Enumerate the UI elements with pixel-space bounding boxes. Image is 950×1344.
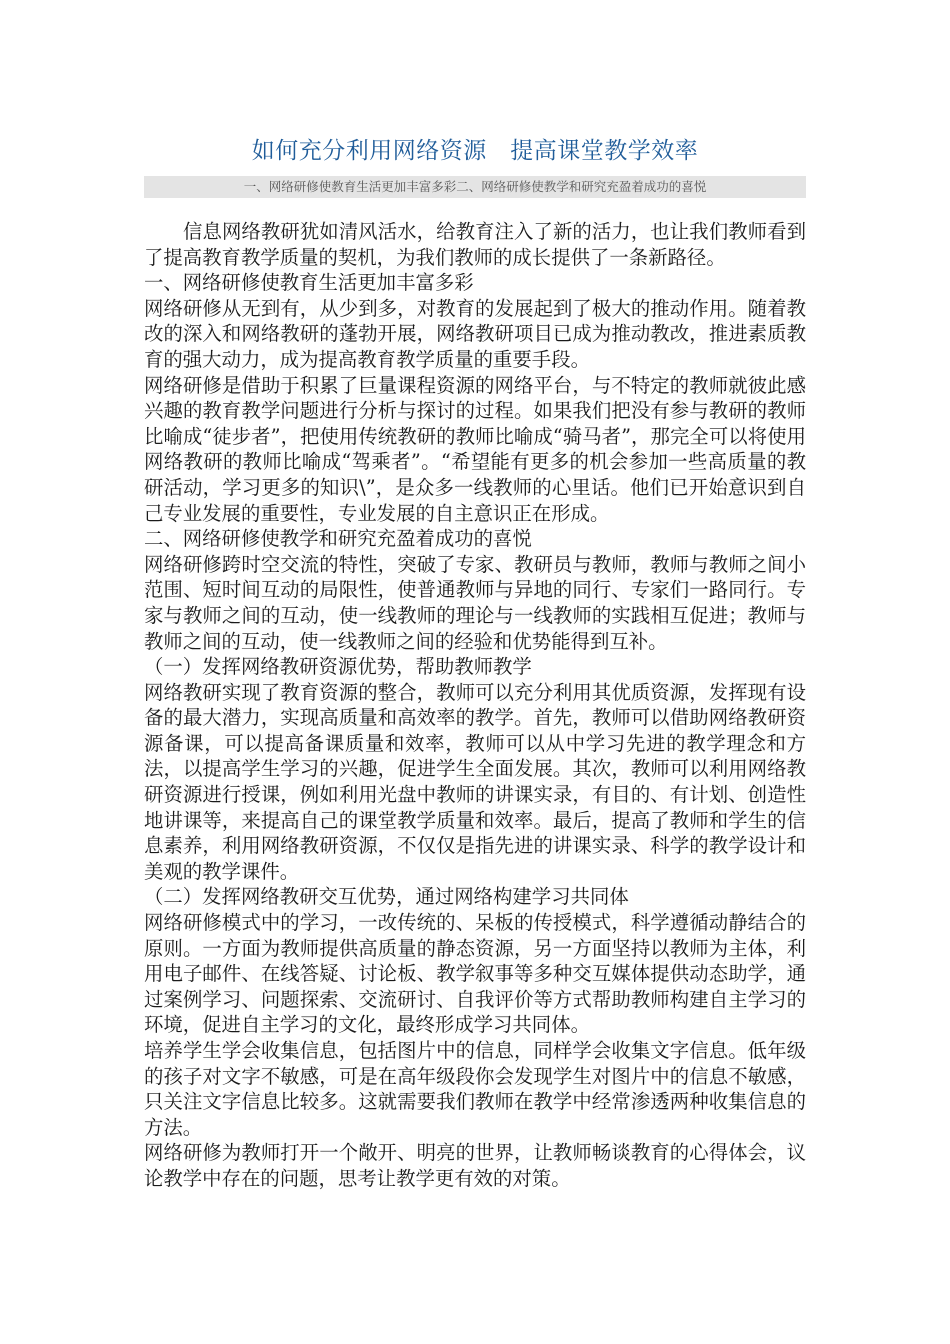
paragraph: 网络研修模式中的学习，一改传统的、呆板的传授模式，科学遵循动静结合的原则。一方面为教师提供高质量的静态资源，另一方面坚持以教师为主体，利用电子邮件、在线答疑、讨论板、教学叙事等多种交互媒体提供动态助学，通过案例学习、问题探索、交流研讨、自我评价等方式帮助教师构建自主学习的环境，促进自主学习的文化，最终形成学习共同体。 bbox=[144, 911, 806, 1037]
paragraph: 网络研修从无到有，从少到多，对教育的发展起到了极大的推动作用。随着教改的深入和网络教研的蓬勃开展，网络教研项目已成为推动教改，推进素质教育的强大动力，成为提高教育教学质量的重要手段。 bbox=[144, 296, 806, 371]
section-heading-1: 一、网络研修使教育生活更加丰富多彩 bbox=[144, 271, 474, 295]
document-body bbox=[144, 219, 806, 1192]
paragraph-intro: 信息网络教研犹如清风活水，给教育注入了新的活力，也让我们教师看到了提高教育教学质量的契机，为我们教师的成长提供了一条新路径。 bbox=[144, 220, 806, 269]
paragraph: 网络研修跨时空交流的特性，突破了专家、教研员与教师，教师与教师之间小范围、短时间互动的局限性，使普通教师与异地的同行、专家们一路同行。专家与教师之间的互动，使一线教师的理论与一线教师的实践相互促进；教师与教师之间的互动，使一线教师之间的经验和优势能得到互补。 bbox=[144, 552, 806, 653]
document-title: 如何充分利用网络资源 提高课堂教学效率 bbox=[251, 138, 699, 164]
subsection-heading-1: （一）发挥网络教研资源优势，帮助教师教学 bbox=[144, 655, 532, 679]
paragraph: 网络教研实现了教育资源的整合，教师可以充分利用其优质资源，发挥现有设备的最大潜力，实现高质量和高效率的教学。首先，教师可以借助网络教研资源备课，可以提高备课质量和效率，教师可以从中学习先进的教学理念和方法，以提高学生学习的兴趣，促进学生全面发展。其次，教师可以利用网络教研资源进行授课，例如利用光盘中教师的讲课实录，有目的、有计划、创造性地讲课等，来提高自己的课堂教学质量和效率。最后，提高了教师和学生的信息素养，利用网络教研资源，不仅仅是指先进的讲课实录、科学的教学设计和美观的教学课件。 bbox=[144, 680, 806, 883]
document-subtitle: 一、网络研修使教育生活更加丰富多彩二、网络研修使教学和研究充盈着成功的喜悦 bbox=[243, 179, 707, 194]
subsection-heading-2: （二）发挥网络教研交互优势，通过网络构建学习共同体 bbox=[144, 885, 629, 909]
section-heading-2: 二、网络研修使教学和研究充盈着成功的喜悦 bbox=[144, 527, 532, 551]
paragraph: 网络研修是借助于积累了巨量课程资源的网络平台，与不特定的教师就彼此感兴趣的教育教学问题进行分析与探讨的过程。如果我们把没有参与教研的教师比喻成“徒步者”，把使用传统教研的教师比喻成“骑马者”，那完全可以将使用网络教研的教师比喻成“驾乘者”。“希望能有更多的机会参加一些高质量的教研活动，学习更多的知识\”，是众多一线教师的心里话。他们已开始意识到自己专业发展的重要性，专业发展的自主意识正在形成。 bbox=[144, 373, 806, 525]
paragraph: 网络研修为教师打开一个敞开、明亮的世界，让教师畅谈教育的心得体会，议论教学中存在的问题，思考让教学更有效的对策。 bbox=[144, 1141, 806, 1190]
subtitle-bar bbox=[144, 176, 806, 198]
paragraph: 培养学生学会收集信息，包括图片中的信息，同样学会收集文字信息。低年级的孩子对文字不敏感，可是在高年级段你会发现学生对图片中的信息不敏感，只关注文字信息比较多。这就需要我们教师在教学中经常渗透两种收集信息的方法。 bbox=[144, 1039, 806, 1139]
